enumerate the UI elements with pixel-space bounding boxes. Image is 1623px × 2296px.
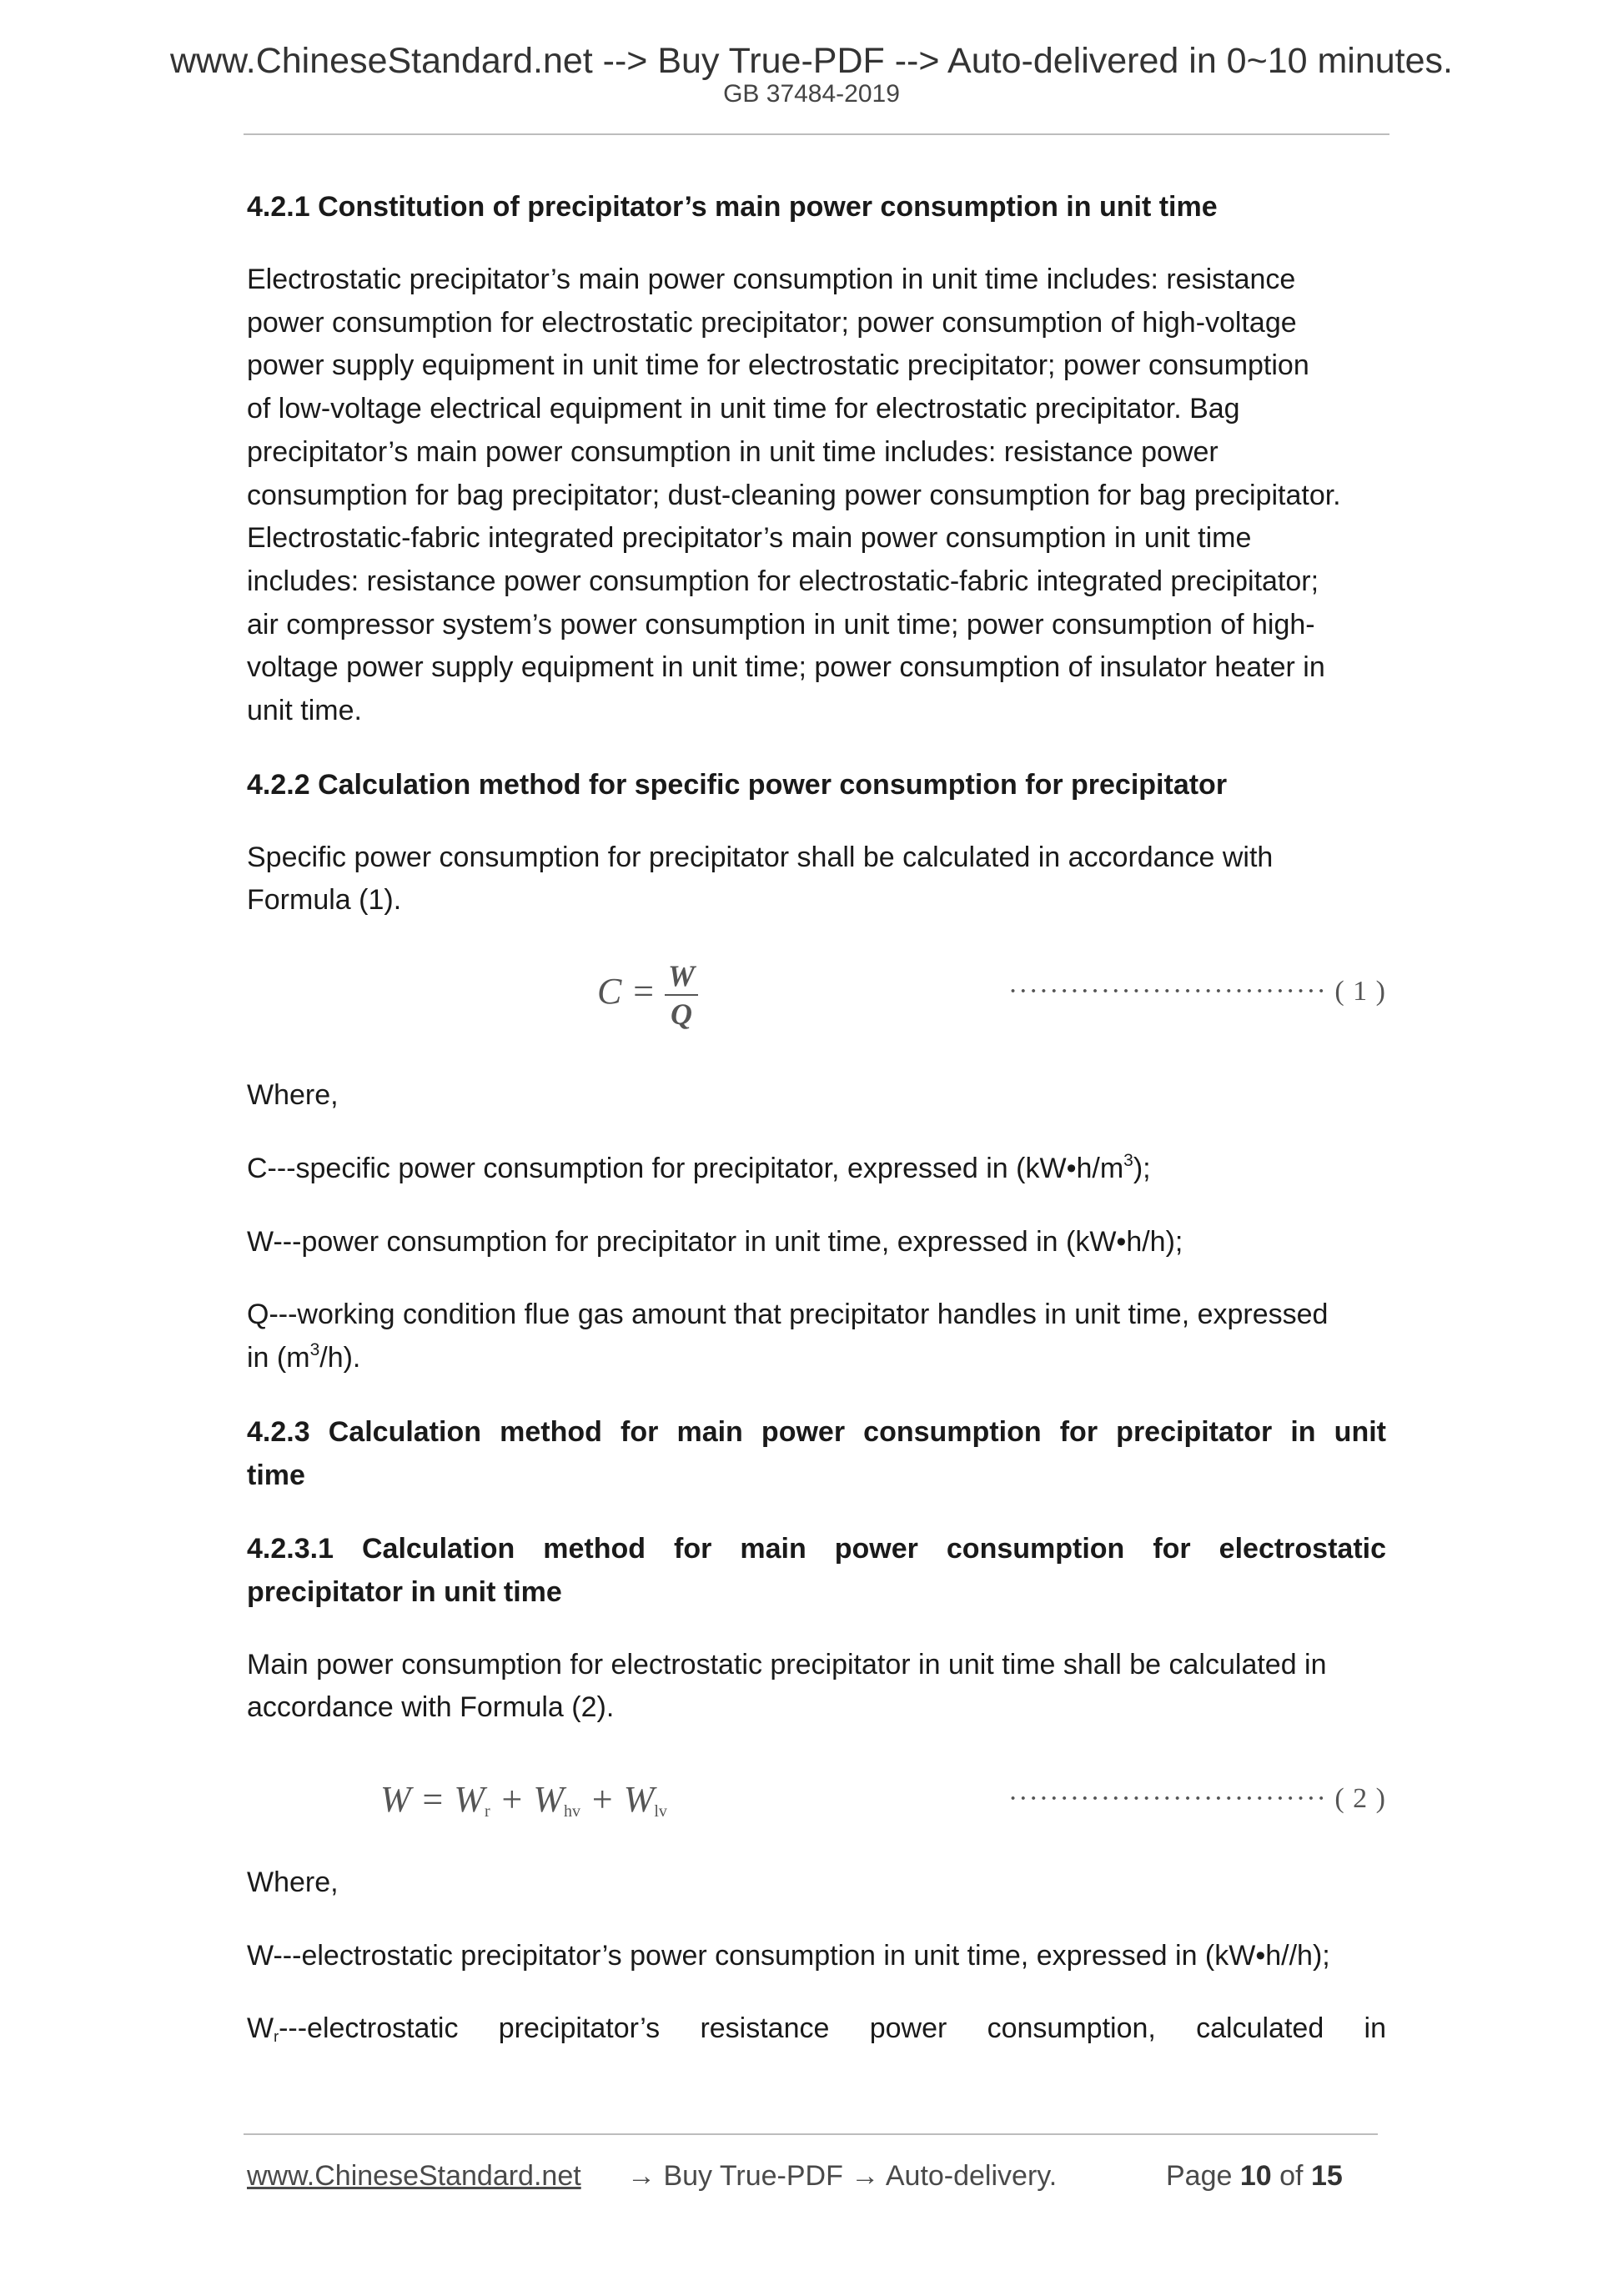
paragraph-line: voltage power supply equipment in unit time; power consumption of insulator heater in [247, 651, 1325, 684]
total-pages: 15 [1310, 2160, 1343, 2192]
paragraph-line: Electrostatic-fabric integrated precipitator’s main power consumption in unit time [247, 522, 1252, 555]
superscript: 3 [1123, 1150, 1133, 1170]
formula-2-term: + W [490, 1779, 565, 1821]
subscript: lv [654, 1802, 667, 1821]
formula-2-term: W = W [380, 1779, 485, 1821]
leader-dots: ······························· [1007, 1783, 1327, 1815]
formula-2-number [1008, 1783, 1386, 1815]
paragraph-line: includes: resistance power consumption for electrostatic-fabric integrated precipitator; [247, 565, 1319, 597]
formula-1-label: ( 1 ) [1334, 976, 1386, 1007]
paragraph-line: Specific power consumption for precipitator shall be calculated in accordance with [247, 841, 1274, 873]
subscript: r [485, 1802, 490, 1821]
formula-2-label: ( 2 ) [1334, 1783, 1386, 1815]
formula-1-expression [597, 959, 698, 1031]
footer-divider [244, 2133, 1378, 2135]
of-word: of [1279, 2160, 1304, 2192]
section-4-2-3-1-paragraph [247, 1644, 1386, 1730]
paragraph-line: consumption for bag precipitator; dust-cleaning power consumption for bag precipitator. [247, 479, 1341, 511]
where-label: Where, [247, 1079, 339, 1112]
subscript: hv [564, 1802, 581, 1821]
definition-w: W---power consumption for precipitator in unit time, expressed in (kW•h/h); [247, 1225, 1183, 1258]
section-4-2-2-paragraph [247, 837, 1386, 922]
standard-code: GB 37484-2019 [723, 80, 900, 108]
paragraph-line: accordance with Formula (2). [247, 1691, 615, 1724]
formula-2 [247, 1771, 1386, 1830]
formula-1-numerator: W [668, 959, 696, 993]
header-divider [244, 133, 1389, 135]
paragraph-line: unit time. [247, 695, 362, 727]
formula-1-lhs: C = [597, 971, 656, 1012]
footer-website-link[interactable]: www.ChineseStandard.net [247, 2160, 581, 2192]
definition-w-electrostatic: W---electrostatic precipitator’s power consumption in unit time, expressed in (kW•h//h); [247, 1939, 1330, 1972]
paragraph-line: air compressor system’s power consumption in unit time; power consumption of high- [247, 608, 1315, 641]
paragraph-line: Electrostatic precipitator’s main power consumption in unit time includes: resistance [247, 264, 1296, 295]
footer-promo-text: → Buy True-PDF → Auto-delivery. [627, 2160, 1058, 2192]
definition-q [247, 1294, 1386, 1379]
section-heading-4-2-2: 4.2.2 Calculation method for specific power consumption for precipitator [247, 768, 1228, 801]
paragraph-line [247, 1337, 1386, 1380]
formula-1-fraction [665, 959, 698, 1031]
current-page: 10 [1239, 2160, 1272, 2192]
paragraph-line: power consumption for electrostatic precipitator; power consumption of high-voltage [247, 306, 1297, 339]
definition-wr [247, 2007, 1386, 2059]
definition-text: /h). [319, 1341, 361, 1374]
paragraph-line: Main power consumption for electrostatic precipitator in unit time shall be calculated in [247, 1648, 1327, 1681]
page-number [1166, 2160, 1343, 2193]
section-heading-4-2-3-1 [247, 1527, 1386, 1614]
page-content [247, 185, 1386, 2059]
paragraph-line: of low-voltage electrical equipment in unit time for electrostatic precipitator. Bag [247, 393, 1240, 425]
formula-1 [247, 951, 1386, 1044]
formula-2-term: + W [580, 1779, 655, 1821]
where-label: Where, [247, 1866, 339, 1899]
definition-symbol: W [247, 2012, 274, 2045]
formula-2-expression [380, 1778, 667, 1821]
paragraph-line: precipitator’s main power consumption in unit time includes: resistance power [247, 435, 1219, 468]
definition-text: in (m [247, 1341, 310, 1374]
paragraph-line: Q---working condition flue gas amount that precipitator handles in unit time, expressed [247, 1299, 1329, 1331]
formula-1-denominator: Q [671, 997, 693, 1032]
superscript: 3 [309, 1339, 320, 1359]
subscript: r [274, 2028, 279, 2046]
formula-1-number [1008, 976, 1386, 1007]
leader-dots: ······························· [1007, 976, 1327, 1007]
definition-c [247, 1148, 1386, 1191]
section-heading-4-2-3 [247, 1410, 1386, 1497]
definition-text: C---specific power consumption for precipitator, expressed in (kW•h/m [247, 1152, 1124, 1184]
heading-line: precipitator in unit time [247, 1575, 562, 1608]
section-4-2-1-paragraph [247, 259, 1386, 733]
paragraph-line: power supply equipment in unit time for electrostatic precipitator; power consumption [247, 349, 1309, 382]
definition-text: ); [1133, 1152, 1151, 1184]
page-word: Page [1166, 2160, 1233, 2192]
heading-line: 4.2.3 Calculation method for main power consumption for precipitator in unit [247, 1415, 1386, 1448]
top-banner: www.ChineseStandard.net --> Buy True-PDF --> Auto-delivered in 0~10 minutes. [169, 41, 1453, 81]
fraction-bar [665, 994, 698, 996]
heading-line: time [247, 1459, 305, 1491]
definition-text: ---electrostatic precipitator’s resistance power consumption, calculated in [279, 2012, 1386, 2045]
section-heading-4-2-1: 4.2.1 Constitution of precipitator’s main power consumption in unit time [247, 191, 1218, 223]
paragraph-line: Formula (1). [247, 884, 402, 917]
heading-line: 4.2.3.1 Calculation method for main power consumption for electrostatic [247, 1532, 1386, 1565]
